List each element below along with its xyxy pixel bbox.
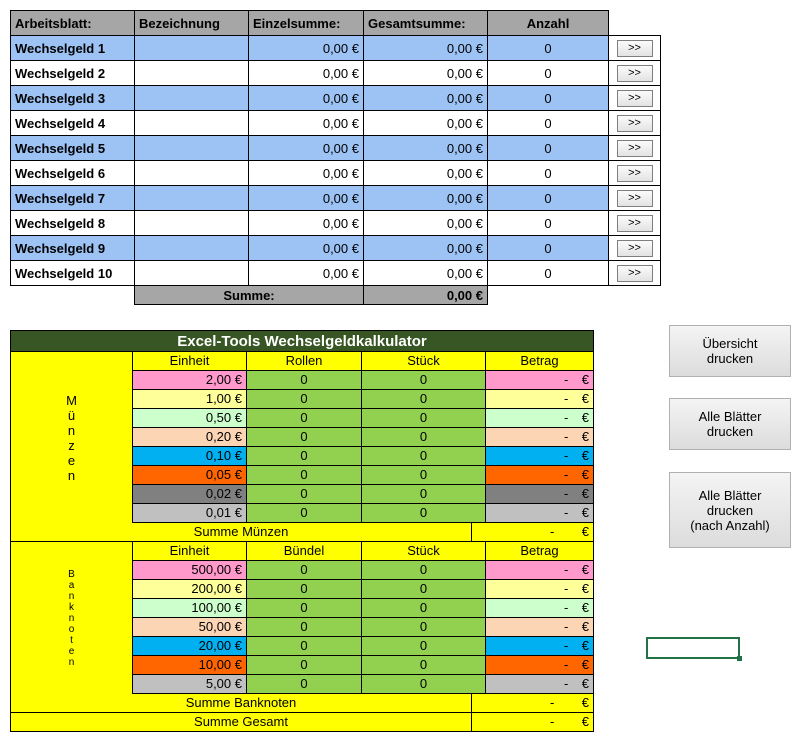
notes-row (133, 637, 593, 656)
bezeichnung-cell[interactable] (135, 211, 249, 236)
notes-section (10, 542, 594, 694)
coins-qty-pieces[interactable]: 0 (362, 428, 486, 446)
notes-qty-bundle[interactable]: 0 (247, 637, 362, 655)
notes-amount: - € (486, 580, 593, 598)
gesamtsumme-cell: 0,00 € (364, 136, 488, 161)
coins-qty-bundle[interactable]: 0 (247, 447, 362, 465)
coins-qty-pieces[interactable]: 0 (362, 390, 486, 408)
coins-amount: - € (486, 466, 593, 484)
header-anzahl: Anzahl (488, 11, 609, 36)
coins-qty-bundle[interactable]: 0 (247, 371, 362, 389)
einzelsumme-cell: 0,00 € (249, 136, 364, 161)
notes-row (133, 618, 593, 637)
sheet-name[interactable]: Wechselgeld 10 (11, 261, 135, 286)
sheet-name[interactable]: Wechselgeld 9 (11, 236, 135, 261)
notes-row (133, 599, 593, 618)
notes-amount: - € (486, 618, 593, 636)
notes-qty-bundle[interactable]: 0 (247, 618, 362, 636)
coins-row (133, 485, 593, 504)
total-sum-row (10, 713, 594, 732)
notes-unit: 5,00 € (133, 675, 247, 693)
coins-row (133, 428, 593, 447)
bezeichnung-cell[interactable] (135, 236, 249, 261)
coins-row (133, 371, 593, 390)
coins-qty-bundle[interactable]: 0 (247, 390, 362, 408)
overview-row (11, 86, 661, 111)
overview-sum-value: 0,00 € (364, 286, 488, 305)
bezeichnung-cell[interactable] (135, 136, 249, 161)
einzelsumme-cell: 0,00 € (249, 86, 364, 111)
einzelsumme-cell: 0,00 € (249, 36, 364, 61)
coins-amount: - € (486, 409, 593, 427)
overview-row (11, 211, 661, 236)
coins-sum-row (10, 523, 594, 542)
coins-amount: - € (486, 371, 593, 389)
notes-amount: - € (486, 637, 593, 655)
anzahl-cell[interactable]: 0 (488, 186, 609, 211)
notes-amount: - € (486, 675, 593, 693)
total-sum-label: Summe Gesamt (11, 713, 472, 731)
sheet-name[interactable]: Wechselgeld 1 (11, 36, 135, 61)
overview-row (11, 36, 661, 61)
header-arbeitsblatt: Arbeitsblatt: (11, 11, 135, 36)
notes-qty-pieces[interactable]: 0 (362, 637, 486, 655)
gesamtsumme-cell: 0,00 € (364, 36, 488, 61)
total-sum-amount: - € (550, 714, 589, 729)
goto-sheet-button[interactable]: >> (617, 65, 653, 82)
goto-sheet-button[interactable]: >> (617, 265, 653, 282)
goto-sheet-button[interactable]: >> (617, 165, 653, 182)
bezeichnung-cell[interactable] (135, 261, 249, 286)
coins-header-row (133, 352, 593, 371)
coins-unit: 2,00 € (133, 371, 247, 389)
coins-section (10, 352, 594, 523)
coins-qty-pieces[interactable]: 0 (362, 466, 486, 484)
coins-qty-pieces[interactable]: 0 (362, 371, 486, 389)
overview-sum-label: Summe: (135, 286, 364, 305)
anzahl-cell[interactable]: 0 (488, 36, 609, 61)
notes-qty-pieces[interactable]: 0 (362, 675, 486, 693)
sheet-name[interactable]: Wechselgeld 2 (11, 61, 135, 86)
bezeichnung-cell[interactable] (135, 161, 249, 186)
notes-unit: 500,00 € (133, 561, 247, 579)
coins-row (133, 447, 593, 466)
overview-row (11, 61, 661, 86)
coins-qty-pieces[interactable]: 0 (362, 409, 486, 427)
anzahl-cell[interactable]: 0 (488, 211, 609, 236)
coins-header-rolls: Rollen (247, 352, 362, 370)
notes-header-row (133, 542, 593, 561)
overview-row (11, 261, 661, 286)
gesamtsumme-cell: 0,00 € (364, 211, 488, 236)
bezeichnung-cell[interactable] (135, 36, 249, 61)
print-all-by-count-button[interactable]: Alle Blätter drucken (nach Anzahl) (669, 472, 791, 548)
bezeichnung-cell[interactable] (135, 186, 249, 211)
goto-sheet-button[interactable]: >> (617, 115, 653, 132)
anzahl-cell[interactable]: 0 (488, 236, 609, 261)
overview-row (11, 136, 661, 161)
anzahl-cell[interactable]: 0 (488, 111, 609, 136)
print-overview-button[interactable]: Übersicht drucken (669, 325, 791, 377)
overview-row (11, 161, 661, 186)
notes-sum-row (10, 694, 594, 713)
goto-sheet-button[interactable]: >> (617, 240, 653, 257)
coins-qty-bundle[interactable]: 0 (247, 504, 362, 522)
gesamtsumme-cell: 0,00 € (364, 261, 488, 286)
notes-unit: 200,00 € (133, 580, 247, 598)
notes-header-pieces: Stück (362, 542, 486, 560)
overview-row (11, 111, 661, 136)
notes-qty-pieces[interactable]: 0 (362, 561, 486, 579)
coins-header-pieces: Stück (362, 352, 486, 370)
notes-amount: - € (486, 599, 593, 617)
notes-header-bundles: Bündel (247, 542, 362, 560)
wechselgeld-calculator (10, 330, 594, 732)
coins-unit: 0,02 € (133, 485, 247, 503)
coins-unit: 0,10 € (133, 447, 247, 465)
einzelsumme-cell: 0,00 € (249, 236, 364, 261)
einzelsumme-cell: 0,00 € (249, 211, 364, 236)
notes-row (133, 561, 593, 580)
anzahl-cell[interactable]: 0 (488, 261, 609, 286)
notes-sum-amount: - € (550, 695, 589, 710)
goto-sheet-button[interactable]: >> (617, 90, 653, 107)
coins-amount: - € (486, 428, 593, 446)
notes-qty-pieces[interactable]: 0 (362, 580, 486, 598)
anzahl-cell[interactable]: 0 (488, 136, 609, 161)
coins-qty-pieces[interactable]: 0 (362, 504, 486, 522)
gesamtsumme-cell: 0,00 € (364, 236, 488, 261)
gesamtsumme-cell: 0,00 € (364, 186, 488, 211)
sheet-name[interactable]: Wechselgeld 6 (11, 161, 135, 186)
notes-qty-pieces[interactable]: 0 (362, 599, 486, 617)
coins-unit: 0,20 € (133, 428, 247, 446)
coins-header-unit: Einheit (133, 352, 247, 370)
notes-qty-bundle[interactable]: 0 (247, 656, 362, 674)
bezeichnung-cell[interactable] (135, 61, 249, 86)
sheet-name[interactable]: Wechselgeld 3 (11, 86, 135, 111)
notes-qty-pieces[interactable]: 0 (362, 618, 486, 636)
goto-sheet-button[interactable]: >> (617, 40, 653, 57)
notes-header-amount: Betrag (486, 542, 593, 560)
notes-amount: - € (486, 561, 593, 579)
coins-row (133, 466, 593, 485)
coins-amount: - € (486, 485, 593, 503)
coins-amount: - € (486, 447, 593, 465)
notes-qty-pieces[interactable]: 0 (362, 656, 486, 674)
einzelsumme-cell: 0,00 € (249, 61, 364, 86)
coins-sum-label: Summe Münzen (11, 523, 472, 541)
notes-unit: 100,00 € (133, 599, 247, 617)
einzelsumme-cell: 0,00 € (249, 186, 364, 211)
sheet-name[interactable]: Wechselgeld 5 (11, 136, 135, 161)
einzelsumme-cell: 0,00 € (249, 261, 364, 286)
coins-amount: - € (486, 504, 593, 522)
coins-row (133, 390, 593, 409)
anzahl-cell[interactable]: 0 (488, 86, 609, 111)
coins-qty-pieces[interactable]: 0 (362, 485, 486, 503)
coins-row (133, 409, 593, 428)
notes-row (133, 656, 593, 675)
notes-unit: 50,00 € (133, 618, 247, 636)
coins-qty-bundle[interactable]: 0 (247, 409, 362, 427)
notes-header-unit: Einheit (133, 542, 247, 560)
gesamtsumme-cell: 0,00 € (364, 161, 488, 186)
print-all-sheets-button[interactable]: Alle Blätter drucken (669, 398, 791, 450)
bezeichnung-cell[interactable] (135, 111, 249, 136)
coins-unit: 0,05 € (133, 466, 247, 484)
calculator-title: Excel-Tools Wechselgeldkalkulator (10, 330, 594, 352)
coins-qty-bundle[interactable]: 0 (247, 485, 362, 503)
notes-qty-bundle[interactable]: 0 (247, 675, 362, 693)
notes-row (133, 675, 593, 694)
notes-unit: 20,00 € (133, 637, 247, 655)
notes-label: B a n k n o t e n (68, 568, 75, 668)
notes-row (133, 580, 593, 599)
notes-vertical-label (11, 542, 133, 694)
gesamtsumme-cell: 0,00 € (364, 86, 488, 111)
sheet-name[interactable]: Wechselgeld 8 (11, 211, 135, 236)
gesamtsumme-cell: 0,00 € (364, 111, 488, 136)
goto-sheet-button[interactable]: >> (617, 140, 653, 157)
notes-qty-bundle[interactable]: 0 (247, 599, 362, 617)
einzelsumme-cell: 0,00 € (249, 161, 364, 186)
bezeichnung-cell[interactable] (135, 86, 249, 111)
overview-table (10, 10, 661, 305)
coins-qty-bundle[interactable]: 0 (247, 466, 362, 484)
sheet-name[interactable]: Wechselgeld 7 (11, 186, 135, 211)
anzahl-cell[interactable]: 0 (488, 161, 609, 186)
coins-label: M ü n z e n (66, 392, 77, 483)
overview-header-row (11, 11, 661, 36)
overview-sum-row (11, 286, 661, 305)
header-einzelsumme: Einzelsumme: (249, 11, 364, 36)
einzelsumme-cell: 0,00 € (249, 111, 364, 136)
coins-row (133, 504, 593, 523)
overview-row (11, 236, 661, 261)
notes-unit: 10,00 € (133, 656, 247, 674)
header-bezeichnung: Bezeichnung (135, 11, 249, 36)
header-gesamtsumme: Gesamtsumme: (364, 11, 488, 36)
coins-qty-bundle[interactable]: 0 (247, 428, 362, 446)
coins-unit: 1,00 € (133, 390, 247, 408)
coins-amount: - € (486, 390, 593, 408)
anzahl-cell[interactable]: 0 (488, 61, 609, 86)
overview-row (11, 186, 661, 211)
selected-cell[interactable] (646, 637, 740, 659)
coins-vertical-label (11, 352, 133, 523)
coins-unit: 0,50 € (133, 409, 247, 427)
goto-sheet-button[interactable]: >> (617, 190, 653, 207)
coins-qty-pieces[interactable]: 0 (362, 447, 486, 465)
notes-qty-bundle[interactable]: 0 (247, 561, 362, 579)
sheet-name[interactable]: Wechselgeld 4 (11, 111, 135, 136)
notes-amount: - € (486, 656, 593, 674)
coins-unit: 0,01 € (133, 504, 247, 522)
notes-qty-bundle[interactable]: 0 (247, 580, 362, 598)
notes-sum-label: Summe Banknoten (11, 694, 472, 712)
coins-header-amount: Betrag (486, 352, 593, 370)
goto-sheet-button[interactable]: >> (617, 215, 653, 232)
coins-sum-amount: - € (550, 524, 589, 539)
gesamtsumme-cell: 0,00 € (364, 61, 488, 86)
